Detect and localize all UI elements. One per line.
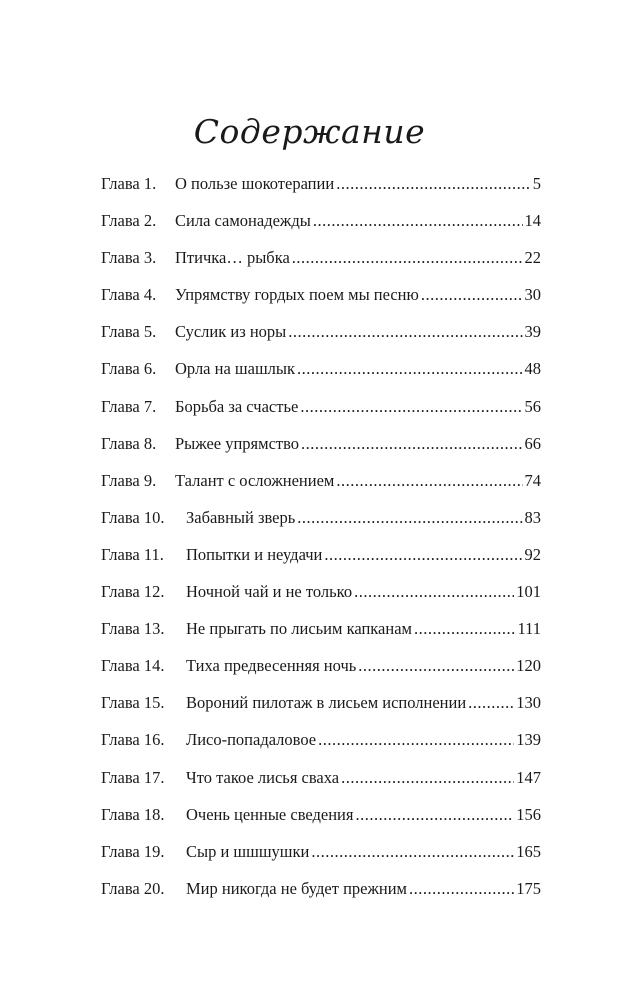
chapter-number: Глава 3. — [101, 248, 157, 268]
page-number: 111 — [517, 619, 541, 639]
page-number: 14 — [524, 211, 541, 231]
chapter-title: Забавный зверь — [186, 507, 296, 527]
page-number: 147 — [516, 767, 541, 787]
toc-entry[interactable] — [101, 285, 541, 322]
chapter-number: Глава 13. — [101, 619, 165, 639]
page-number: 175 — [516, 878, 541, 898]
chapter-title: Борьба за счастье — [175, 396, 299, 416]
page-number: 22 — [524, 248, 541, 268]
toc-entry[interactable] — [101, 619, 541, 656]
dot-leader — [297, 508, 522, 528]
chapter-number: Глава 18. — [101, 804, 165, 824]
toc-entry[interactable] — [101, 879, 541, 916]
page-number: 130 — [516, 693, 541, 713]
dot-leader — [414, 619, 516, 639]
page-title: Содержание — [193, 112, 426, 151]
toc-entry[interactable] — [101, 656, 541, 693]
toc-entry[interactable] — [101, 397, 541, 434]
chapter-title: Вороний пилотаж в лисьем исполнении — [186, 693, 467, 713]
chapter-title: Упрямству гордых поем мы песню — [175, 285, 419, 305]
page-number: 165 — [516, 841, 541, 861]
dot-leader — [297, 359, 523, 379]
chapter-title: Сила самонадежды — [175, 211, 311, 231]
chapter-number: Глава 7. — [101, 396, 157, 416]
chapter-number: Глава 2. — [101, 211, 157, 231]
dot-leader — [358, 656, 514, 676]
dot-leader — [311, 842, 514, 862]
page-number: 74 — [524, 470, 541, 490]
chapter-title: Птичка… рыбка — [175, 248, 290, 268]
page-number: 83 — [524, 507, 541, 527]
page-number: 5 — [532, 174, 541, 193]
chapter-title: Ночной чай и не только — [186, 582, 353, 602]
chapter-title: Не прыгать по лисьим капканам — [186, 619, 412, 639]
toc-entry[interactable] — [101, 693, 541, 730]
chapter-number: Глава 15. — [101, 693, 165, 713]
dot-leader — [468, 693, 514, 713]
chapter-number: Глава 4. — [101, 285, 157, 305]
toc-entry[interactable] — [101, 730, 541, 767]
page-number: 101 — [516, 582, 541, 602]
chapter-number: Глава 8. — [101, 433, 157, 453]
dot-leader — [409, 879, 514, 899]
chapter-number: Глава 9. — [101, 470, 157, 490]
chapter-title: Очень ценные сведения — [186, 804, 354, 824]
toc-entry[interactable] — [101, 582, 541, 619]
dot-leader — [288, 322, 522, 342]
toc-entry[interactable] — [101, 545, 541, 582]
dot-leader — [324, 545, 522, 565]
page-number: 66 — [524, 433, 541, 453]
toc-entry[interactable] — [101, 174, 541, 211]
chapter-title: Тиха предвесенняя ночь — [186, 656, 357, 676]
chapter-title: Лисо-попадаловое — [186, 730, 317, 750]
chapter-title: Что такое лисья сваха — [186, 767, 340, 787]
chapter-number: Глава 17. — [101, 767, 165, 787]
page-number: 48 — [524, 359, 541, 379]
dot-leader — [318, 730, 514, 750]
chapter-title: Попытки и неудачи — [186, 544, 323, 564]
toc-entry[interactable] — [101, 768, 541, 805]
chapter-number: Глава 1. — [101, 174, 157, 193]
page-number: 120 — [516, 656, 541, 676]
toc-entry[interactable] — [101, 322, 541, 359]
dot-leader — [301, 434, 522, 454]
chapter-number: Глава 10. — [101, 507, 165, 527]
chapter-number: Глава 12. — [101, 582, 165, 602]
toc-entry[interactable] — [101, 359, 541, 396]
page-number: 30 — [524, 285, 541, 305]
table-of-contents — [101, 174, 541, 916]
chapter-number: Глава 14. — [101, 656, 165, 676]
dot-leader — [341, 768, 514, 788]
page-number: 56 — [524, 396, 541, 416]
dot-leader — [300, 397, 522, 417]
toc-entry[interactable] — [101, 805, 541, 842]
page-number: 139 — [516, 730, 541, 750]
toc-entry[interactable] — [101, 434, 541, 471]
chapter-title: О пользе шокотерапии — [175, 174, 335, 193]
chapter-title: Рыжее упрямство — [175, 433, 300, 453]
chapter-number: Глава 16. — [101, 730, 165, 750]
chapter-number: Глава 20. — [101, 878, 165, 898]
toc-entry[interactable] — [101, 211, 541, 248]
dot-leader — [336, 471, 522, 491]
chapter-number: Глава 19. — [101, 841, 165, 861]
dot-leader — [354, 582, 514, 602]
toc-entry[interactable] — [101, 508, 541, 545]
chapter-number: Глава 5. — [101, 322, 157, 342]
dot-leader — [421, 285, 523, 305]
page-number: 92 — [524, 544, 541, 564]
page-number: 156 — [516, 804, 541, 824]
page-number: 39 — [524, 322, 541, 342]
dot-leader — [355, 805, 514, 825]
dot-leader — [313, 211, 523, 231]
chapter-title: Сыр и шшшушки — [186, 841, 310, 861]
chapter-title: Орла на шашлык — [175, 359, 295, 379]
dot-leader — [336, 174, 531, 194]
chapter-title: Талант с осложнением — [175, 470, 335, 490]
chapter-title: Суслик из норы — [175, 322, 287, 342]
chapter-title: Мир никогда не будет прежним — [186, 878, 407, 898]
toc-entry[interactable] — [101, 248, 541, 285]
dot-leader — [292, 248, 523, 268]
chapter-number: Глава 6. — [101, 359, 157, 379]
chapter-number: Глава 11. — [101, 544, 164, 564]
toc-entry[interactable] — [101, 842, 541, 879]
toc-entry[interactable] — [101, 471, 541, 508]
